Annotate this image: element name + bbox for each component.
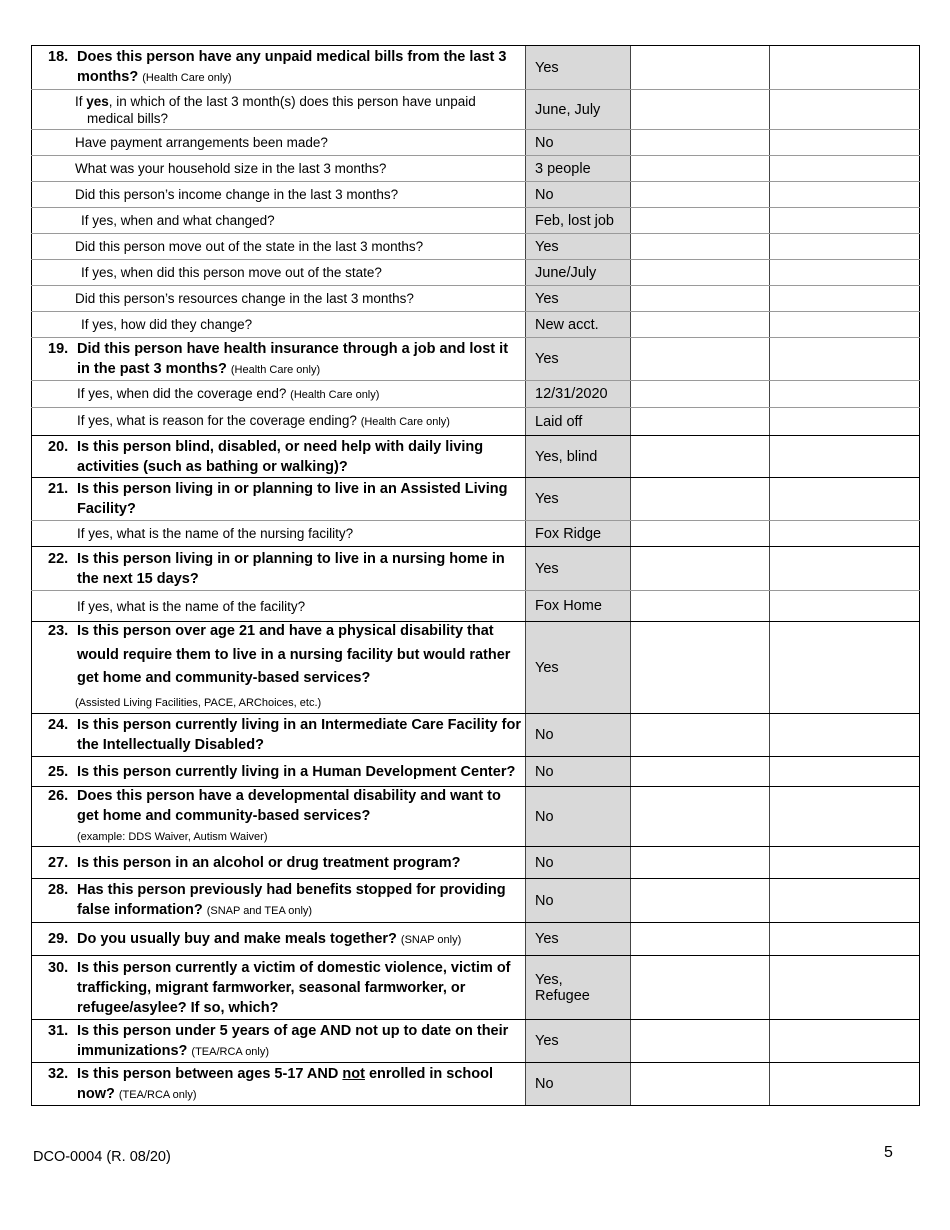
question-text: What was your household size in the last 3 months?	[75, 161, 387, 176]
question-row	[31, 923, 920, 956]
question-note: (SNAP only)	[400, 933, 462, 946]
question-text: Has this person previously had benefits stopped for providing false information?	[77, 882, 506, 918]
blank-cell	[631, 622, 770, 713]
question-cell	[31, 478, 526, 520]
blank-cell	[770, 757, 920, 786]
blank-cell	[631, 714, 770, 756]
answer-cell: Yes, Refugee	[526, 956, 631, 1019]
question-row	[31, 234, 920, 260]
question-row	[31, 260, 920, 286]
form-id: DCO-0004 (R. 08/20)	[33, 1149, 171, 1165]
blank-cell	[770, 547, 920, 590]
question-text: Does this person have any unpaid medical bills from the last 3 months?	[77, 49, 507, 85]
answer-cell: Fox Home	[526, 591, 631, 621]
question-row	[31, 591, 920, 622]
answer-cell: No	[526, 757, 631, 786]
question-cell	[31, 879, 526, 922]
question-cell	[31, 234, 526, 259]
blank-cell	[631, 1063, 770, 1105]
question-cell	[31, 1020, 526, 1062]
blank-cell	[770, 408, 920, 435]
question-cell	[31, 156, 526, 181]
answer-cell: Fox Ridge	[526, 521, 631, 546]
emphasis: not	[342, 1065, 365, 1082]
question-text-tail: enrolled in school now?	[77, 1065, 494, 1102]
question-number: 29.	[48, 930, 69, 947]
question-note: (example: DDS Waiver, Autism Waiver)	[77, 831, 268, 843]
blank-cell	[770, 338, 920, 380]
question-row	[31, 478, 920, 521]
question-cell	[31, 381, 526, 407]
question-text: Does this person have a developmental disability and want to get home and community-based services?	[77, 788, 501, 824]
question-cell	[31, 1063, 526, 1105]
question-cell	[31, 408, 526, 435]
blank-cell	[770, 622, 920, 713]
question-row	[31, 182, 920, 208]
question-text: Is this person currently living in an Intermediate Care Facility for the Intellectually Disabled?	[77, 717, 521, 753]
answer-cell: Yes	[526, 234, 631, 259]
question-text: If yes, what is the name of the facility?	[77, 598, 306, 614]
blank-cell	[631, 208, 770, 233]
blank-cell	[770, 521, 920, 546]
question-row	[31, 130, 920, 156]
question-number: 30.	[48, 959, 69, 976]
question-row	[31, 408, 920, 436]
question-text: Did this person move out of the state in the last 3 months?	[75, 239, 424, 254]
question-text: Is this person currently living in a Human Development Center?	[77, 763, 516, 780]
blank-cell	[631, 182, 770, 207]
question-text: Do you usually buy and make meals together?	[77, 930, 397, 947]
question-cell	[31, 182, 526, 207]
answer-cell: Yes	[526, 286, 631, 311]
answer-cell: No	[526, 787, 631, 846]
question-text: Did this person have health insurance through a job and lost it in the past 3 months?	[77, 340, 509, 377]
question-text: Is this person living in or planning to live in a nursing home in the next 15 days?	[77, 550, 505, 587]
answer-cell: Laid off	[526, 408, 631, 435]
question-cell	[31, 260, 526, 285]
answer-cell: No	[526, 1063, 631, 1105]
question-note: (TEA/RCA only)	[191, 1045, 270, 1058]
question-cell	[31, 591, 526, 621]
question-number: 32.	[48, 1065, 69, 1082]
blank-cell	[770, 787, 920, 846]
blank-cell	[631, 381, 770, 407]
question-text: If yes, when and what changed?	[81, 213, 275, 228]
blank-cell	[770, 286, 920, 311]
question-number: 28.	[48, 882, 69, 898]
question-row	[31, 156, 920, 182]
blank-cell	[770, 46, 920, 89]
blank-cell	[770, 1063, 920, 1105]
question-text: If yes, how did they change?	[81, 317, 253, 332]
answer-cell: Feb, lost job	[526, 208, 631, 233]
question-number: 23.	[48, 623, 69, 639]
question-note: (Health Care only)	[290, 388, 380, 401]
question-row	[31, 547, 920, 591]
question-number: 22.	[48, 550, 69, 567]
answer-cell: No	[526, 130, 631, 155]
question-note: (Health Care only)	[360, 416, 450, 428]
blank-cell	[770, 156, 920, 181]
question-text: Did this person’s income change in the last 3 months?	[75, 187, 399, 202]
question-row	[31, 286, 920, 312]
blank-cell	[631, 156, 770, 181]
blank-cell	[631, 130, 770, 155]
question-number: 25.	[48, 763, 69, 780]
answer-cell: Yes	[526, 622, 631, 713]
blank-cell	[631, 787, 770, 846]
blank-cell	[770, 260, 920, 285]
answer-cell: Yes	[526, 46, 631, 89]
question-number: 26.	[48, 788, 69, 804]
question-row	[31, 45, 920, 90]
question-text: Have payment arrangements been made?	[75, 135, 328, 150]
answer-cell: No	[526, 714, 631, 756]
question-cell	[31, 622, 526, 713]
question-row	[31, 338, 920, 381]
blank-cell	[631, 547, 770, 590]
blank-cell	[631, 521, 770, 546]
answer-cell: June, July	[526, 90, 631, 129]
question-row	[31, 436, 920, 478]
question-cell	[31, 547, 526, 590]
question-text: Did this person’s resources change in the last 3 months?	[75, 291, 414, 306]
blank-cell	[631, 260, 770, 285]
question-text: Is this person under 5 years of age AND not up to date on their immunizations?	[77, 1022, 509, 1059]
blank-cell	[770, 1020, 920, 1062]
question-cell	[31, 436, 526, 477]
form-table	[31, 45, 920, 1106]
question-text: If yes, when did this person move out of the state?	[81, 265, 382, 280]
question-cell	[31, 286, 526, 311]
blank-cell	[770, 714, 920, 756]
question-note: (TEA/RCA only)	[118, 1088, 197, 1101]
question-number: 27.	[48, 854, 69, 871]
question-number: 19.	[48, 340, 69, 357]
page-number: 5	[884, 1144, 893, 1161]
question-text-line2: medical bills?	[87, 110, 169, 126]
blank-cell	[631, 286, 770, 311]
blank-cell	[770, 130, 920, 155]
question-number: 21.	[48, 481, 69, 497]
blank-cell	[770, 234, 920, 259]
question-number: 31.	[48, 1022, 69, 1039]
answer-cell: June/July	[526, 260, 631, 285]
question-row	[31, 757, 920, 787]
blank-cell	[770, 312, 920, 337]
question-cell	[31, 312, 526, 337]
blank-cell	[631, 436, 770, 477]
blank-cell	[770, 436, 920, 477]
blank-cell	[631, 847, 770, 878]
blank-cell	[631, 478, 770, 520]
question-row	[31, 521, 920, 547]
question-row	[31, 312, 920, 338]
blank-cell	[770, 923, 920, 955]
answer-cell: Yes	[526, 1020, 631, 1062]
question-row	[31, 847, 920, 879]
question-text: Is this person over age 21 and have a physical disability that would require them to live in a nursing facility but would rather get home and community-based services?	[77, 623, 511, 686]
blank-cell	[770, 879, 920, 922]
question-row	[31, 1063, 920, 1106]
answer-cell: No	[526, 847, 631, 878]
question-text: Is this person between ages 5-17 AND	[77, 1065, 343, 1082]
blank-cell	[631, 90, 770, 129]
blank-cell	[631, 879, 770, 922]
blank-cell	[631, 956, 770, 1019]
question-cell	[31, 757, 526, 786]
blank-cell	[631, 46, 770, 89]
answer-cell: 3 people	[526, 156, 631, 181]
question-cell	[31, 208, 526, 233]
question-number: 20.	[48, 438, 69, 455]
answer-cell: Yes	[526, 478, 631, 520]
question-cell	[31, 847, 526, 878]
blank-cell	[770, 208, 920, 233]
question-note: (Assisted Living Facilities, PACE, ARChoices, etc.)	[75, 696, 322, 709]
question-text: If yes, when did the coverage end?	[77, 385, 287, 401]
question-cell	[31, 338, 526, 380]
question-row	[31, 622, 920, 714]
blank-cell	[631, 923, 770, 955]
question-note: (Health Care only)	[142, 72, 232, 84]
blank-cell	[631, 591, 770, 621]
blank-cell	[631, 338, 770, 380]
question-cell	[31, 130, 526, 155]
answer-cell: 12/31/2020	[526, 381, 631, 407]
answer-cell: Yes	[526, 923, 631, 955]
blank-cell	[631, 408, 770, 435]
answer-cell: Yes	[526, 547, 631, 590]
question-row	[31, 956, 920, 1020]
blank-cell	[770, 381, 920, 407]
question-text: , in which of the last 3 month(s) does this person have unpaid	[108, 93, 476, 109]
emphasis: yes	[86, 93, 109, 109]
question-row	[31, 714, 920, 757]
question-text: If yes, what is reason for the coverage ending?	[77, 413, 357, 428]
question-row	[31, 208, 920, 234]
question-cell	[31, 521, 526, 546]
question-cell: If yes, in which of the last 3 month(s) does this person have unpaid medical bills?	[31, 90, 526, 129]
blank-cell	[770, 956, 920, 1019]
question-cell	[31, 923, 526, 955]
question-cell	[31, 787, 526, 846]
question-note: (Health Care only)	[230, 363, 321, 376]
question-text: Is this person blind, disabled, or need help with daily living activities (such as bathing or walking)?	[77, 438, 484, 475]
question-cell	[31, 714, 526, 756]
blank-cell	[770, 847, 920, 878]
blank-cell	[631, 757, 770, 786]
blank-cell	[770, 591, 920, 621]
blank-cell	[631, 234, 770, 259]
answer-cell: Yes, blind	[526, 436, 631, 477]
question-row	[31, 1020, 920, 1063]
answer-cell: No	[526, 879, 631, 922]
blank-cell	[770, 478, 920, 520]
question-row	[31, 787, 920, 847]
blank-cell	[770, 182, 920, 207]
question-text: Is this person currently a victim of domestic violence, victim of trafficking, migrant farmworker, seasonal farmworker, or refugee/asylee? If so, which?	[77, 959, 511, 1016]
question-number: 24.	[48, 717, 69, 733]
question-cell	[31, 956, 526, 1019]
question-text: Is this person in an alcohol or drug treatment program?	[77, 854, 461, 871]
blank-cell	[631, 312, 770, 337]
answer-cell: No	[526, 182, 631, 207]
answer-cell: Yes	[526, 338, 631, 380]
question-cell	[31, 46, 526, 89]
question-row	[31, 90, 920, 130]
question-note: (SNAP and TEA only)	[206, 905, 313, 917]
question-text: Is this person living in or planning to live in an Assisted Living Facility?	[77, 481, 508, 517]
blank-cell	[631, 1020, 770, 1062]
blank-cell	[770, 90, 920, 129]
question-row	[31, 381, 920, 408]
answer-cell: New acct.	[526, 312, 631, 337]
question-row	[31, 879, 920, 923]
question-number: 18.	[48, 49, 69, 65]
question-text: If yes, what is the name of the nursing facility?	[77, 526, 354, 541]
